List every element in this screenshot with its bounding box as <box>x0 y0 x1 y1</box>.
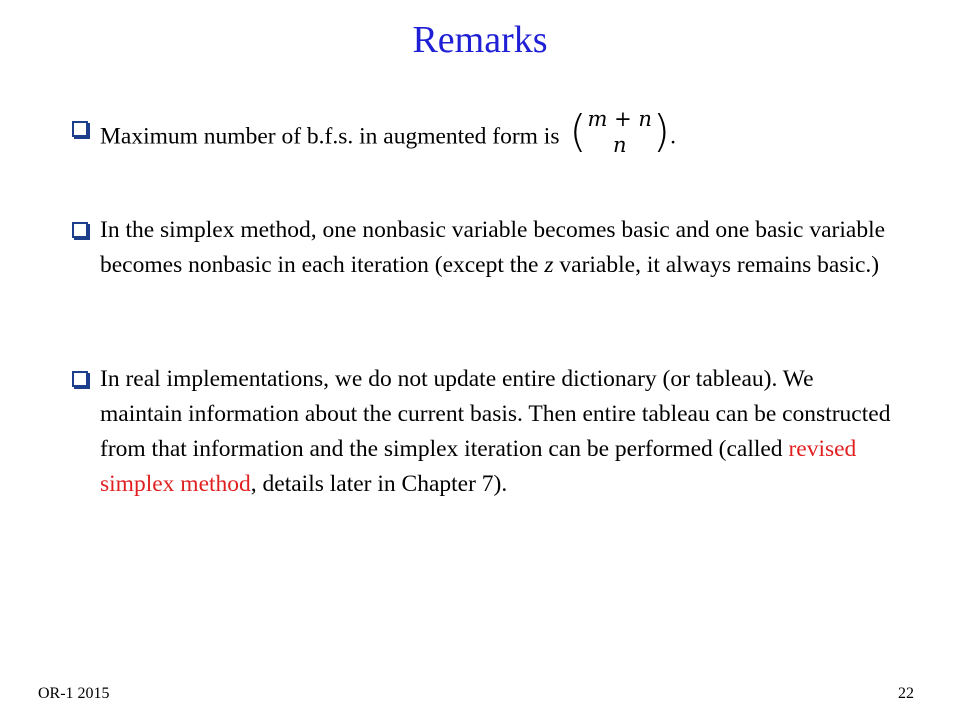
right-paren-glyph: ) <box>652 106 671 157</box>
bullet-body: Maximum number of b.f.s. in augmented form is <box>100 123 560 150</box>
square-bullet-icon <box>72 371 88 387</box>
z-variable: z <box>544 252 554 278</box>
footer-course-label: OR-1 2015 <box>38 685 110 702</box>
bullet-body-start: In the simplex method, one nonbasic variable becomes basic and one basic variable becomes nonbasic in each iteration (except the <box>100 217 886 278</box>
bullet-text <box>100 213 892 283</box>
bullet-body-end: variable, it always remains basic.) <box>553 252 880 278</box>
bullet-end: . <box>670 123 676 150</box>
bullet-real-implementations <box>72 362 892 502</box>
bullet-text <box>100 106 892 164</box>
bullet-text <box>100 362 892 502</box>
binomial-stack <box>587 106 653 158</box>
square-bullet-icon <box>72 121 88 137</box>
page-number: 22 <box>898 685 914 702</box>
binomial-bottom: n <box>612 133 627 157</box>
slide-title: Remarks <box>412 19 548 61</box>
bullet-simplex-iteration <box>72 213 892 283</box>
bullet-body-end: , details later in Chapter 7). <box>250 471 508 497</box>
binomial-coefficient <box>569 106 670 158</box>
bullet-max-bfs <box>72 106 892 164</box>
square-bullet-icon <box>72 222 88 238</box>
binomial-top: m + n <box>587 107 652 131</box>
left-paren-glyph: ( <box>569 106 587 157</box>
revised-simplex-highlight: revised simplex method <box>100 436 857 497</box>
bullet-body-start: In real implementations, we do not update entire dictionary (or tableau). We maintain information about the current basis. Then entire tableau can be constructed from that information and the simplex iteration can be performed (called <box>100 366 891 462</box>
